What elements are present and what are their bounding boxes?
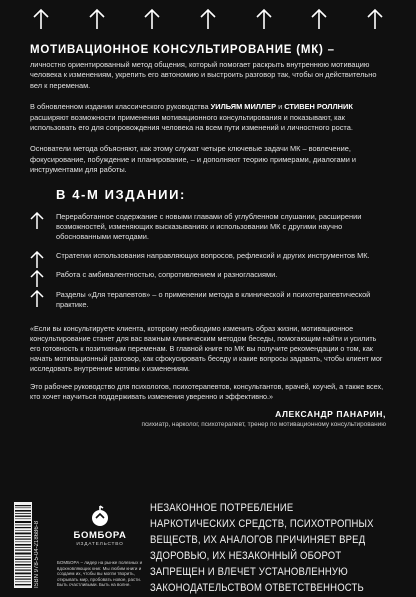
barcode	[14, 502, 32, 588]
publisher-description: БОМБОРА – лидер на рынке полезных и вдохновляющих книг. Мы любим книги и создаем их, чтобы вы могли творить, открывать мир, пробовать новое, расти. Быть счастливыми. Быть на волне.	[57, 560, 143, 588]
feature-item	[30, 270, 386, 280]
publisher-subtitle: ИЗДАТЕЛЬСТВО	[76, 542, 124, 547]
publisher-block	[60, 504, 140, 554]
authors-paragraph-and: и	[276, 102, 285, 112]
authors-paragraph	[30, 102, 386, 133]
feature-item	[30, 290, 386, 310]
arrow-up-icon	[310, 8, 328, 30]
feature-item	[30, 251, 386, 261]
feature-text: Стратегии использования направляющих вопросов, рефлексий и других инструментов МК.	[56, 251, 370, 261]
lead-title: МОТИВАЦИОННОЕ КОНСУЛЬТИРОВАНИЕ (МК) –	[30, 44, 335, 56]
method-paragraph: Основатели метода объясняют, как этому служат четыре ключевые задачи МК – вовлечение, фокусирование, побуждение и планирование, – и дополняют теорию примерами, диалогами и инструментами для работы.	[30, 144, 357, 175]
quote-text-continued: Это рабочее руководство для психологов, психотерапевтов, консультантов, врачей, коучей, а также всех, кто хочет научиться поддерживать изменения уверенно и эффективно.»	[30, 381, 384, 401]
edition-heading: В 4-М ИЗДАНИИ:	[56, 186, 186, 202]
arrow-up-icon	[30, 212, 44, 230]
feature-item	[30, 212, 386, 243]
arrow-up-icon	[199, 8, 217, 30]
authors-paragraph-before: В обновленном издании классического руководства	[30, 102, 211, 112]
quote-author: АЛЕКСАНДР ПАНАРИН,	[275, 409, 386, 420]
arrow-up-icon	[255, 8, 273, 30]
bottom-strip	[0, 496, 416, 597]
arrow-up-icon	[30, 290, 44, 308]
arrow-up-icon	[30, 270, 44, 288]
feature-text: Разделы «Для терапевтов» – о применении метода в клинической и психотерапевтической практике.	[56, 289, 371, 309]
publisher-name: БОМБОРА	[73, 530, 127, 541]
back-cover-content	[30, 44, 386, 428]
arrow-up-icon	[32, 8, 50, 30]
quote-author-description: психиатр, нарколог, психотерапевт, тренер по мотивационному консультированию	[141, 421, 386, 429]
arrow-up-icon	[366, 8, 384, 30]
feature-text: Переработанное содержание с новыми главами об углубленном слушании, расширении возможностей, изменяющих высказываниях и использовании МК с другими научно обоснованными методами.	[56, 211, 362, 242]
arrow-up-icon	[143, 8, 161, 30]
isbn-number: ISBN 978-5-04-218686-8	[34, 520, 40, 588]
lead-paragraph: личностно ориентированный метод общения, который помогает раскрыть внутреннюю мотивацию человека к изменениям, укрепить его автономию и выстроить разговор так, чтобы он действительно вел к переменам.	[30, 60, 377, 90]
arrow-up-icon	[88, 8, 106, 30]
author-miller: УИЛЬЯМ МИЛЛЕР	[210, 102, 277, 112]
bombora-logo-icon	[88, 504, 112, 528]
author-rollnick: СТИВЕН РОЛЛНИК	[284, 102, 353, 112]
feature-text: Работа с амбивалентностью, сопротивлением и разногласиями.	[56, 270, 278, 280]
arrow-up-icon	[30, 251, 44, 269]
quote-text: «Если вы консультируете клиента, которому необходимо изменить образ жизни, мотивационное консультирование станет для вас важным клиническим методом беседы, помогающим найти и усилить его готовность к позитивным переменам. В главной книге по МК вы получите рекомендации о том, как начать мотивационный разговор, как сфокусировать беседу и какие вопросы задавать, чтобы клиент мог исследовать внутренние мотивы к изменениям.	[30, 324, 383, 373]
top-arrow-row	[32, 8, 384, 30]
legal-warning: НЕЗАКОННОЕ ПОТРЕБЛЕНИЕ НАРКОТИЧЕСКИХ СРЕДСТВ, ПСИХОТРОПНЫХ ВЕЩЕСТВ, ИХ АНАЛОГОВ ПРИЧИНЯЕТ ВРЕД ЗДОРОВЬЮ, ИХ НЕЗАКОННЫЙ ОБОРОТ ЗАПРЕЩЕН И ВЛЕЧЕТ УСТАНОВЛЕННУЮ ЗАКОНОДАТЕЛЬСТВОМ ОТВЕТСТВЕННОСТЬ	[150, 502, 374, 594]
authors-paragraph-after: расширяют возможности применения мотивационного консультирования и показывают, как использовать его для сопровождения человека на всем пути изменений и личностного роста.	[30, 112, 353, 133]
